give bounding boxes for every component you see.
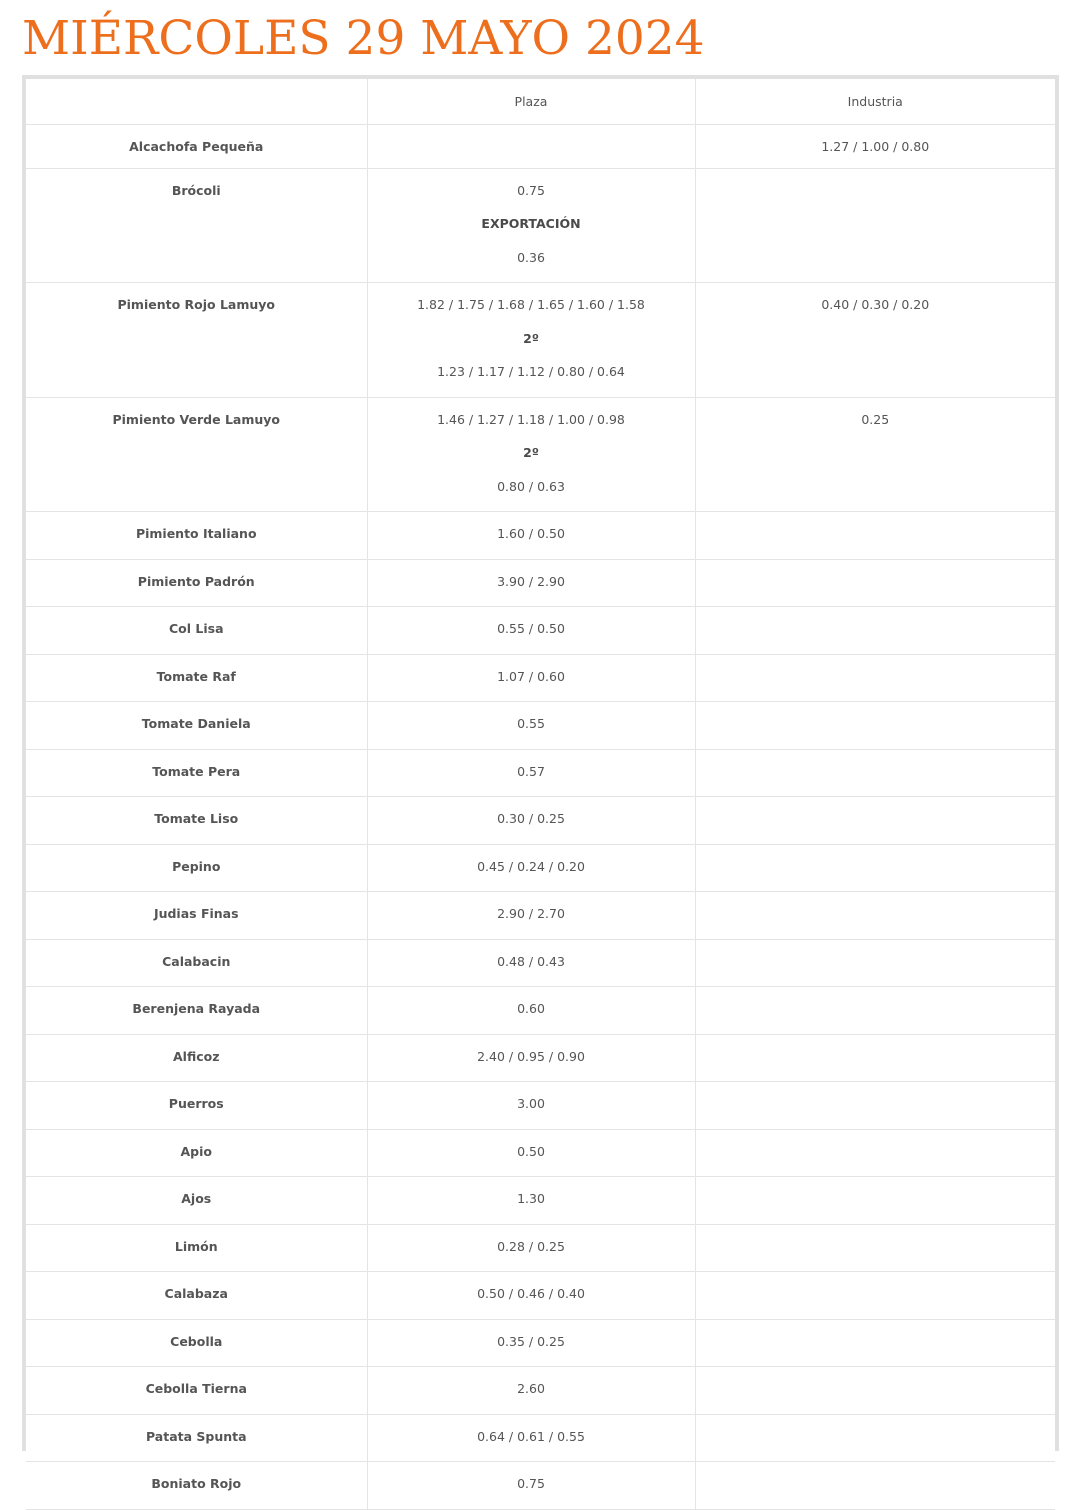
table-row [26, 559, 1055, 607]
plaza-price-cell [367, 512, 695, 560]
product-name: Ajos [26, 1177, 367, 1225]
plaza-price: 0.50 [517, 1143, 545, 1159]
plaza-price: 3.90 / 2.90 [497, 573, 565, 589]
plaza-price: 0.55 [517, 716, 545, 731]
product-name: Apio [26, 1129, 367, 1177]
table-row [26, 654, 1055, 702]
industria-price-cell [695, 939, 1055, 987]
header-industria: Industria [695, 79, 1055, 124]
plaza-price-cell [367, 168, 695, 283]
industria-price-cell [695, 512, 1055, 560]
product-name: Alficoz [26, 1034, 367, 1082]
table-row [26, 797, 1055, 845]
plaza-price: 0.48 / 0.43 [497, 953, 565, 969]
industria-price-cell [695, 1129, 1055, 1177]
plaza-price-cell [367, 559, 695, 607]
plaza-price-cell [367, 987, 695, 1035]
plaza-price-cell [367, 1129, 695, 1177]
price-table [26, 79, 1055, 1510]
plaza-price-cell [367, 1367, 695, 1415]
plaza-price-cell [367, 1414, 695, 1462]
plaza-price-cell [367, 1319, 695, 1367]
industria-price-cell [695, 607, 1055, 655]
plaza-price: 0.45 / 0.24 / 0.20 [477, 858, 585, 874]
industria-price-cell [695, 654, 1055, 702]
plaza-price-cell [367, 1177, 695, 1225]
plaza-price: 0.28 / 0.25 [497, 1238, 565, 1254]
table-row [26, 1367, 1055, 1415]
product-name: Berenjena Rayada [26, 987, 367, 1035]
plaza-price-cell [367, 654, 695, 702]
industria-price-cell [695, 1224, 1055, 1272]
product-name: Tomate Pera [26, 749, 367, 797]
plaza-price-cell [367, 844, 695, 892]
industria-price-cell [695, 1082, 1055, 1130]
plaza-price-cell [367, 939, 695, 987]
industria-price-cell [695, 1367, 1055, 1415]
plaza-price-cell [367, 797, 695, 845]
industria-price-cell [695, 1462, 1055, 1510]
product-name: Alcachofa Pequeña [26, 124, 367, 168]
product-name: Cebolla [26, 1319, 367, 1367]
industria-price-cell: 0.25 [695, 397, 1055, 512]
header-plaza: Plaza [367, 79, 695, 124]
plaza-price: 2.60 [517, 1381, 545, 1396]
table-row [26, 987, 1055, 1035]
industria-price-cell [695, 892, 1055, 940]
table-row [26, 283, 1055, 398]
plaza-price-cell [367, 607, 695, 655]
plaza-price: 2.90 / 2.70 [497, 906, 565, 921]
product-name: Patata Spunta [26, 1414, 367, 1462]
industria-price-cell [695, 1319, 1055, 1367]
product-name: Tomate Daniela [26, 702, 367, 750]
plaza-price: 1.60 / 0.50 [497, 526, 565, 541]
plaza-price: 1.82 / 1.75 / 1.68 / 1.65 / 1.60 / 1.58 [417, 297, 645, 312]
plaza-price: 0.60 [517, 1001, 545, 1016]
table-row [26, 1082, 1055, 1130]
product-name: Calabaza [26, 1272, 367, 1320]
plaza-price: 1.46 / 1.27 / 1.18 / 1.00 / 0.98 [437, 411, 625, 427]
industria-price-cell [695, 1414, 1055, 1462]
table-row [26, 607, 1055, 655]
plaza-subheading: EXPORTACIÓN [481, 216, 581, 231]
product-name: Tomate Raf [26, 654, 367, 702]
industria-price-cell: 1.27 / 1.00 / 0.80 [695, 124, 1055, 168]
plaza-price: 0.30 / 0.25 [497, 811, 565, 826]
table-row [26, 1272, 1055, 1320]
plaza-price: 0.57 [517, 763, 545, 779]
plaza-price: 3.00 [517, 1096, 545, 1111]
table-row [26, 844, 1055, 892]
price-table-frame [22, 75, 1059, 1491]
table-row [26, 1462, 1055, 1510]
plaza-price: 1.23 / 1.17 / 1.12 / 0.80 / 0.64 [437, 364, 625, 379]
product-name: Pimiento Italiano [26, 512, 367, 560]
plaza-price-cell [367, 1034, 695, 1082]
plaza-price: 1.30 [517, 1191, 545, 1206]
product-name: Brócoli [26, 168, 367, 283]
plaza-subheading: 2º [523, 330, 539, 346]
table-row [26, 749, 1055, 797]
plaza-price: 0.36 [517, 249, 545, 265]
product-name: Tomate Liso [26, 797, 367, 845]
industria-price-cell [695, 168, 1055, 283]
plaza-price: 0.75 [517, 1476, 545, 1491]
table-row [26, 1129, 1055, 1177]
plaza-price-cell [367, 1272, 695, 1320]
industria-price-cell [695, 844, 1055, 892]
plaza-price-cell [367, 702, 695, 750]
plaza-price-cell [367, 1462, 695, 1510]
plaza-price: 0.80 / 0.63 [497, 478, 565, 494]
page-title: MIÉRCOLES 29 MAYO 2024 [22, 11, 705, 66]
product-name: Pepino [26, 844, 367, 892]
plaza-price-cell [367, 397, 695, 512]
product-name: Limón [26, 1224, 367, 1272]
table-row [26, 124, 1055, 168]
table-row [26, 1224, 1055, 1272]
industria-price-cell [695, 559, 1055, 607]
product-name: Pimiento Verde Lamuyo [26, 397, 367, 512]
table-row [26, 939, 1055, 987]
industria-price-cell [695, 702, 1055, 750]
plaza-price-cell [367, 124, 695, 168]
table-header-row [26, 79, 1055, 124]
product-name: Boniato Rojo [26, 1462, 367, 1510]
industria-price-cell [695, 1272, 1055, 1320]
industria-price-cell [695, 1034, 1055, 1082]
plaza-price-cell [367, 749, 695, 797]
plaza-price: 0.75 [517, 182, 545, 198]
table-row [26, 397, 1055, 512]
product-name: Cebolla Tierna [26, 1367, 367, 1415]
product-name: Pimiento Padrón [26, 559, 367, 607]
table-row [26, 1319, 1055, 1367]
table-row [26, 1414, 1055, 1462]
plaza-price-cell [367, 892, 695, 940]
plaza-price-cell [367, 1224, 695, 1272]
table-row [26, 512, 1055, 560]
plaza-price: 0.35 / 0.25 [497, 1333, 565, 1349]
industria-price-cell: 0.40 / 0.30 / 0.20 [695, 283, 1055, 398]
plaza-price: 0.55 / 0.50 [497, 621, 565, 636]
industria-price-cell [695, 749, 1055, 797]
plaza-price: 2.40 / 0.95 / 0.90 [477, 1048, 585, 1064]
table-row [26, 1177, 1055, 1225]
industria-price-cell [695, 1177, 1055, 1225]
product-name: Col Lisa [26, 607, 367, 655]
plaza-price: 1.07 / 0.60 [497, 668, 565, 684]
product-name: Pimiento Rojo Lamuyo [26, 283, 367, 398]
product-name: Puerros [26, 1082, 367, 1130]
table-row [26, 702, 1055, 750]
table-row [26, 892, 1055, 940]
header-product [26, 79, 367, 124]
product-name: Calabacin [26, 939, 367, 987]
table-body [26, 124, 1055, 1509]
table-row [26, 168, 1055, 283]
plaza-subheading: 2º [523, 445, 539, 460]
plaza-price-cell [367, 283, 695, 398]
product-name: Judias Finas [26, 892, 367, 940]
industria-price-cell [695, 987, 1055, 1035]
plaza-price: 0.50 / 0.46 / 0.40 [477, 1286, 585, 1301]
table-row [26, 1034, 1055, 1082]
plaza-price-cell [367, 1082, 695, 1130]
plaza-price: 0.64 / 0.61 / 0.55 [477, 1428, 585, 1444]
industria-price-cell [695, 797, 1055, 845]
